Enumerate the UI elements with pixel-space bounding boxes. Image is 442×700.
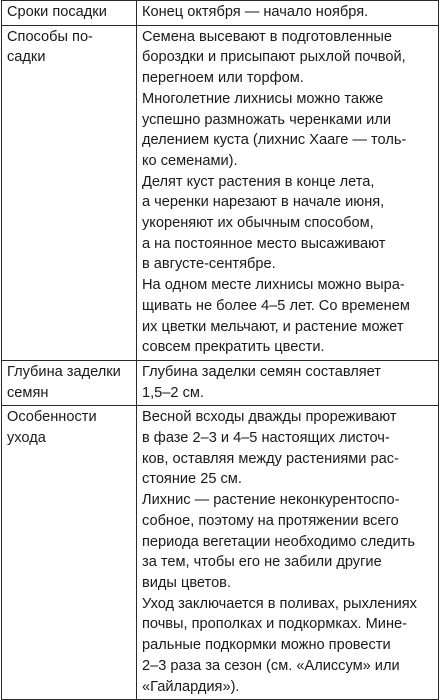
row-value-line: делением куста (лихнис Хааге — толь-	[142, 132, 407, 149]
row-value-line: а черенки нарезают в начале июня,	[142, 194, 385, 211]
row-value-line: перегноем или торфом.	[142, 70, 304, 87]
row-label-cell	[2, 25, 137, 360]
row-value-line: стояние 25 см.	[142, 471, 242, 488]
row-label-line: Особенности	[7, 409, 97, 426]
row-value-line: Семена высевают в подготовленные	[142, 28, 392, 45]
row-label-line: Глубина заделки	[7, 363, 121, 380]
row-label-line: семян	[7, 384, 49, 401]
row-value-line: Глубина заделки семян составляет	[142, 363, 381, 380]
row-value-line: почвы, прополках и подкормках. Мине-	[142, 616, 407, 633]
row-value-cell	[137, 25, 439, 360]
planting-info-table	[1, 0, 439, 700]
row-value-line: ральные подкормки можно провести	[142, 637, 391, 654]
row-value-line: «Гайлардия»).	[142, 678, 240, 695]
row-value-line: ков, оставляя между растениями рас-	[142, 450, 399, 467]
row-label-line: садки	[7, 49, 46, 66]
row-value-line: в фазе 2–3 и 4–5 настоящих листоч-	[142, 430, 390, 447]
table-row-seed-depth	[2, 360, 439, 405]
table-row-care	[2, 406, 439, 700]
row-value-line: совсем прекратить цвести.	[142, 339, 325, 356]
row-label-cell	[2, 406, 137, 700]
row-value-line: бороздки и присыпают рыхлой почвой,	[142, 49, 406, 66]
row-value-line: Уход заключается в поливах, рыхлениях	[142, 595, 417, 612]
row-label-line: Способы по-	[7, 28, 93, 45]
row-value-cell	[137, 1, 439, 26]
row-value-line: Делят куст растения в конце лета,	[142, 173, 375, 190]
row-label-line: ухода	[7, 430, 46, 447]
row-value-cell	[137, 360, 439, 405]
row-value-line: 1,5–2 см.	[142, 384, 204, 401]
row-value-line: их цветки мельчают, и растение может	[142, 318, 404, 335]
row-value-line: успешно размножать черенками или	[142, 111, 391, 128]
row-value-line: Конец октября — начало ноября.	[142, 4, 369, 20]
row-value-line: Лихнис — растение неконкурентоспо-	[142, 492, 400, 509]
row-value-line: за тем, чтобы его не забили другие	[142, 554, 382, 571]
row-value-line: собное, поэтому на протяжении всего	[142, 512, 399, 529]
row-value-line: ко семенами).	[142, 152, 238, 169]
row-value-line: укореняют их обычным способом,	[142, 215, 374, 232]
row-value-line: в августе-сентябре.	[142, 256, 276, 273]
row-value-line: а на постоянное место высаживают	[142, 235, 386, 252]
row-label-line: Сроки посадки	[7, 4, 107, 20]
table-row-planting-methods	[2, 25, 439, 360]
row-label-cell	[2, 360, 137, 405]
table-row-planting-time	[2, 1, 439, 26]
row-label-cell	[2, 1, 137, 26]
row-value-line: щивать не более 4–5 лет. Со временем	[142, 297, 410, 314]
row-value-line: периода вегетации необходимо следить	[142, 533, 415, 550]
row-value-line: виды цветов.	[142, 574, 231, 591]
row-value-line: 2–3 раза за сезон (см. «Алиссум» или	[142, 657, 400, 674]
row-value-line: Весной всходы дважды прореживают	[142, 409, 397, 426]
row-value-cell	[137, 406, 439, 700]
row-value-line: Многолетние лихнисы можно также	[142, 90, 384, 107]
row-value-line: На одном месте лихнисы можно выра-	[142, 277, 405, 294]
